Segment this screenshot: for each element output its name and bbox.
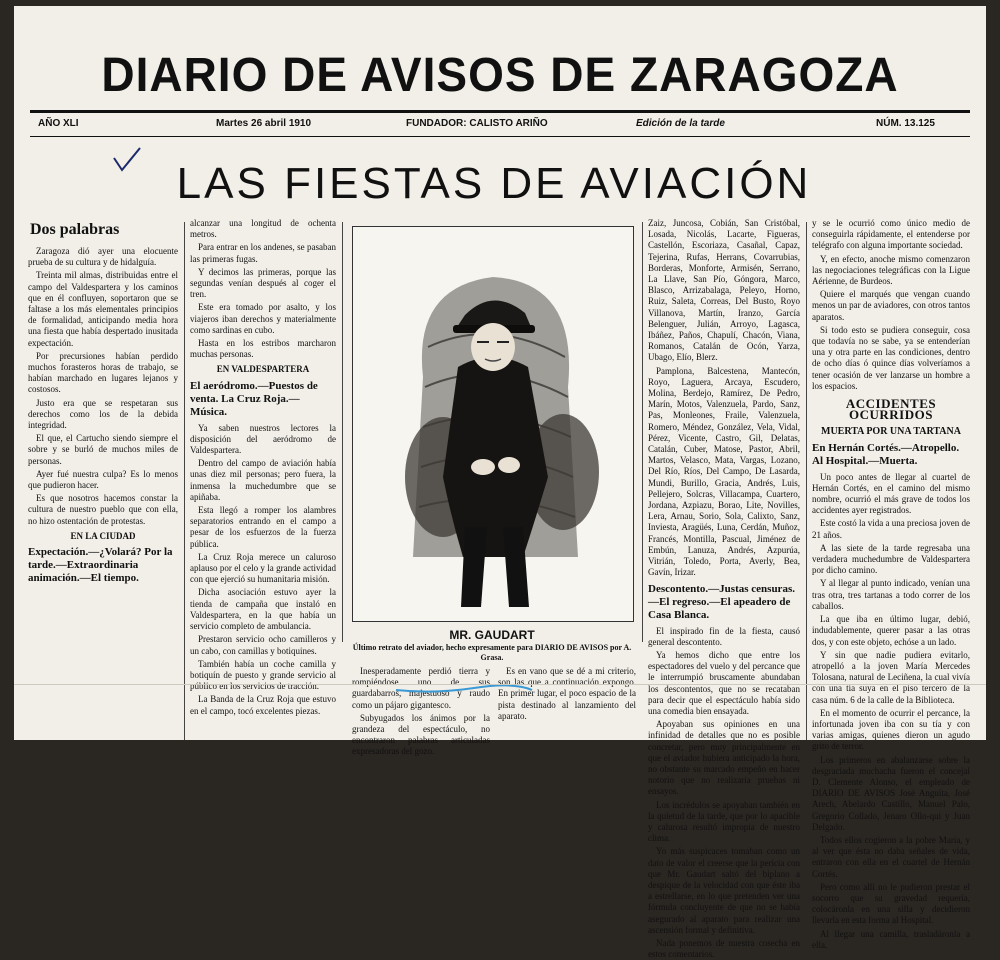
photo-caption-name: MR. GAUDART <box>449 628 535 642</box>
column-divider-4 <box>806 222 807 740</box>
section-heading-ciudad: EN LA CIUDAD <box>70 530 136 541</box>
column-divider-1 <box>184 222 185 740</box>
paragraph: Es en vano que se dé a mi criterio, son las que a continuación expongo. En primer lugar, el poco espacio de la pista destinado al lanzamiento del aparato. <box>498 666 636 721</box>
masthead-rule <box>30 110 970 113</box>
paragraph: El que, el Cartucho siendo siempre el sobre y se burló de muchos miles de personas. <box>28 433 178 466</box>
photo-caption-credit: Último retrato del aviador, hecho expresamente para DIARIO DE AVISOS por A. Grasa. <box>352 643 632 662</box>
number-label: NÚM. 13.125 <box>876 118 935 129</box>
paragraph: Un poco antes de llegar al cuartel de Hernán Cortés, en el camino del mismo nombre, ocurrió el más grave de todos los accidentes ayer registrados. <box>812 471 970 516</box>
paragraph: Este era tomado por asalto, y los viajeros iban derechos y materialmente como sardinas en cubo. <box>190 302 336 335</box>
info-bar <box>36 118 966 134</box>
paragraph: Prestaron servicio ocho camilleros y un cabo, con camillas y botiquines. <box>190 634 336 656</box>
edition-label: Edición de la tarde <box>636 118 725 129</box>
year-label: AÑO XLI <box>38 118 79 129</box>
column-divider-2 <box>342 222 343 642</box>
paragraph: Zaragoza dió ayer una elocuente prueba de su cultura y de hidalguía. <box>28 246 178 268</box>
paragraph: y se le ocurrió como único medio de conseguirla rápidamente, el entenderse por telégrafo con alguna importante sociedad. <box>812 218 970 251</box>
paragraph: Ya saben nuestros lectores la disposición del aeródromo de Valdespartera. <box>190 422 336 456</box>
paragraph: A las siete de la tarde regresaba una verdadera muchedumbre de Valdespartera por dicho camino. <box>812 542 970 576</box>
paragraph: Zaiz, Juncosa, Cobián, San Cristóbal, Losada, Nicolás, Lacarte, Figueras, Castellón, Escoriaza, Casañal, Capaz, Tejerina, Rufas, Herrans, Covarrubias, Borderas, Monforte, Armisén, Serrano, La Llave, San Pío, Góngora, Marco, Blasco, Arrizabalaga, Peleyo, Horno, Ruiz, Saleta, Correas, Del Busto, Royo Villanova, Martín, Iranzo, García Belenguer, Julián, Arroyo, Lagasca, Ibáñez, Paños, Chapulí, Chacón, Viana, Romanos, Catalán de Ocón, Yarza, Ubago, Elío, Blerz. <box>648 218 800 363</box>
paragraph: Y sin que nadie pudiera evitarlo, atropelló a la joven María Mercedes Tolosana, natural de Leciñena, la cual vivía con una tía suya en el piso tercero de la casa núm. 6 de la calle de la Biblioteca. <box>812 649 970 705</box>
paragraph: Apoyaban sus opiniones en una infinidad de detalles que no es posible concretar, pero muy principalmente en que el aviador hubiera anticipado la hora, no obstante su marcado empeño en hacer notorio que no realizaría pruebas ni ensayos. <box>648 719 800 797</box>
section-heading-descontento: Descontento.—Justas censuras.—El regreso.—El apeadero de Casa Blanca. <box>648 582 795 621</box>
paper-fold-line <box>14 684 986 685</box>
paragraph: Dentro del campo de aviación había unas diez mil personas; pero fuera, la inmensa la muchedumbre que se apiñaba. <box>190 458 336 502</box>
paragraph: Por precursiones habían perdido muchos forasteros horas de trabajo, se habían marchado en lugares lejanos y costosos. <box>28 350 178 395</box>
paragraph: Al llegar una camilla, trasladáronla a ella. <box>812 928 970 950</box>
paragraph: Es que nosotros hacemos constar la cultura de nuestro pueblo que con ella, no hizo ostentación de protestas. <box>28 493 178 526</box>
column-4 <box>648 218 800 960</box>
paragraph: En el momento de ocurrir el percance, la infortunada joven iba con su tía y con varias amigas, quienes dieron un agudo grito de terror. <box>812 707 970 752</box>
paragraph: Ayer fué nuestra culpa? Es lo menos que pudieron hacer. <box>28 468 178 491</box>
paragraph: El inspirado fin de la fiesta, causó general descontento. <box>648 625 800 647</box>
column-1 <box>28 218 178 738</box>
section-subheading-tartana: MUERTA POR UNA TARTANA <box>821 426 961 438</box>
main-headline: LAS FIESTAS DE AVIACIÓN <box>176 159 812 208</box>
paragraph: Inesperadamente perdió tierra y rompiéndose uno de sus guardabarros, majestuoso y raudo como un pájaro gigantesco. <box>352 666 490 710</box>
paragraph: Hasta en los estribos marcharon muchas personas. <box>190 338 336 360</box>
paragraph: Para entrar en los andenes, se pasaban las primeras fugas. <box>190 242 336 264</box>
paragraph: Los incrédulos se apoyaban también en la quietud de la tarde, que por lo apacible y calurosa resultó impropia de nuestro clima. <box>648 799 800 844</box>
paragraph: Subyugados los ánimos por la grandeza del espectáculo, no encontraron palabras articuladas expresadoras del gozo. <box>352 712 490 757</box>
newspaper-page <box>14 6 986 960</box>
column-2 <box>190 218 336 738</box>
founder-label: FUNDADOR: CALISTO ARIÑO <box>406 118 548 129</box>
article-title-dos-palabras: Dos palabras <box>30 221 120 238</box>
paragraph: La Cruz Roja merece un caluroso aplauso por el celo y la grande actividad con que ejerció su humanitaria misión. <box>190 551 336 585</box>
paragraph: Y, en efecto, anoche mismo comenzaron las negociaciones telegráficas con la Ligue Aérienne, de Burdeos. <box>812 253 970 287</box>
paragraph: Y al llegar al punto indicado, venían una tras otra, tres tartanas a todo correr de los caballos. <box>812 578 970 611</box>
paragraph: La Banda de la Cruz Roja que estuvo en el campo, tocó excelentes piezas. <box>190 694 336 716</box>
portrait-illustration <box>353 227 633 621</box>
paragraph: alcanzar una longitud de ochenta metros. <box>190 218 336 240</box>
paragraph: La que iba en último lugar, debió, indudablemente, querer pasar a las otras dos, y con este objeto, echóse a un lado. <box>812 614 970 647</box>
paragraph: Pero como allí no le pudieron prestar el socorro que su gravedad requería, colocáronla en una silla y decidieron llevarla en esta forma al Hospital. <box>812 881 970 926</box>
paragraph: Ya hemos dicho que entre los espectadores del vuelo y del percance que le interrumpió bruscamente abundaban los descontentos, que no se recataban para decir que el espectáculo había sido una comedia bien ensayada. <box>648 649 800 716</box>
date-label: Martes 26 abril 1910 <box>216 118 312 129</box>
column-5 <box>812 218 970 950</box>
paragraph: Si todo esto se pudiera conseguir, cosa que todavía no se sabe, ya se entenderían una y otra parte en las condiciones, dentro de ocho días ó quince días volveríamos a tener ocasión de ver lanzarse un hombre a los espacios. <box>812 324 970 391</box>
paragraph: Este costó la vida a una preciosa joven de 21 años. <box>812 518 970 540</box>
paragraph: Esta llegó a romper los alambres separatorios entrando en el campo a pesar de los esfuerzos de la fuerza pública. <box>190 505 336 549</box>
masthead: DIARIO DE AVISOS DE ZARAGOZA <box>101 46 899 102</box>
column-divider-3 <box>642 222 643 642</box>
info-rule <box>30 136 970 137</box>
column-3a-bottom <box>352 666 490 757</box>
paragraph: Yo más suspicaces tomaban como un dato de valor el creerse que la pericia con que Mr. Gaudart saltó del biplano a despique de la velocidad con que éste iba a estrellarse, en lo que pretenden ver una fórmula concluyente de que no se había asegurado al aparato para realizar una ascensión formal y definitiva. <box>648 846 800 935</box>
section-subheading: El aeródromo.—Puestos de venta. La Cruz Roja.—Música. <box>190 379 318 418</box>
section-heading-valdespartera: EN VALDESPARTERA <box>216 364 310 375</box>
paragraph: Nada ponemos de nuestra cosecha en estos comentarios. <box>648 937 800 960</box>
column-3b-bottom <box>498 666 636 740</box>
paragraph: Dicha asociación estuvo ayer la tienda de campaña que instaló en Valdespartera, en la que había un servicio completo de ambulancia. <box>190 587 336 632</box>
paragraph: Los primeros en abalanzarse sobre la desgraciada muchacha fueron el concejal D. Clemente Alonso, el empleado de DIARIO DE AVISOS José Anguita, José Arech, Abelardo Castillo, Manuel Palo, Gregorio Collado, Jenaro Ollo-qui y Juan Delgado. <box>812 754 970 832</box>
paragraph: También había un coche camilla y botiquín de puesto y grande servicio al público en los servicios de tracción. <box>190 658 336 692</box>
section-subheading: Expectación.—¿Volará? Por la tarde.—Extraordinaria animación.—El tiempo. <box>28 546 173 585</box>
paragraph: Y decimos las primeras, porque las segundas venían después al coger el tren. <box>190 266 336 300</box>
aviator-portrait-photo <box>352 226 634 622</box>
paragraph: Quiere el marqués que vengan cuando menos un par de aviadores, con otros tantos aparatos. <box>812 289 970 322</box>
paragraph: Todos ellos cogieron a la pobre María, y al ver que ésta no daba señales de vida, entraron con ella en el cuartel de Hernán Cortés. <box>812 834 970 879</box>
section-subheading: En Hernán Cortés.—Atropello. Al Hospital.—Muerta. <box>812 441 960 467</box>
section-heading-accidentes: ACCIDENTES OCURRIDOS <box>845 396 937 423</box>
paragraph: Pamplona, Balcestena, Mantecón, Royo, Laguera, Arcaya, Escudero, Molina, Berdejo, Ramírez, De Pedro, Marín, Motos, Valenzuela, Pardo, Sanz, Pas, Monleones, Fraile, Valenzuela, Romero, Méndez, González, Vela, Vidal, Pérez, Vicente, Castro, Gil, Delatas, Catalán, Cuber, Matose, Pastor, Abril, Martos, Velasco, Mata, Vargas, Lozano, Del Río, Ríos, Del Campo, De Lasarda, Mundi, Burillo, Gracia, Andrés, Luis, Pellejero, Solcras, Villacampa, Cuartero, Jordana, Azpiazu, Borao, Lite, Novilles, Lera, Arnau, Sorio, Sola, Calixto, Sanz, Inviesta, Aragüés, Luna, Cerdán, Muñoz, Francés, Montilla, Pascual, Jiménez de Embún, Lanuza, Andrés, Azpurúa, Vitrián, Toledo, Porta, Averly, Bea, Gavín, Irizar. <box>648 365 800 578</box>
paragraph: Treinta mil almas, distribuidas entre el campo del Valdespartera y los caminos que en él confluyen, soportaron que se faltase a los más elementales principios de formalidad, anticipando media hora una fiesta que había despertado inusitada expectación. <box>28 270 178 348</box>
paragraph: Justo era que se respetaran sus derechos como los de la debida integridad. <box>28 397 178 431</box>
